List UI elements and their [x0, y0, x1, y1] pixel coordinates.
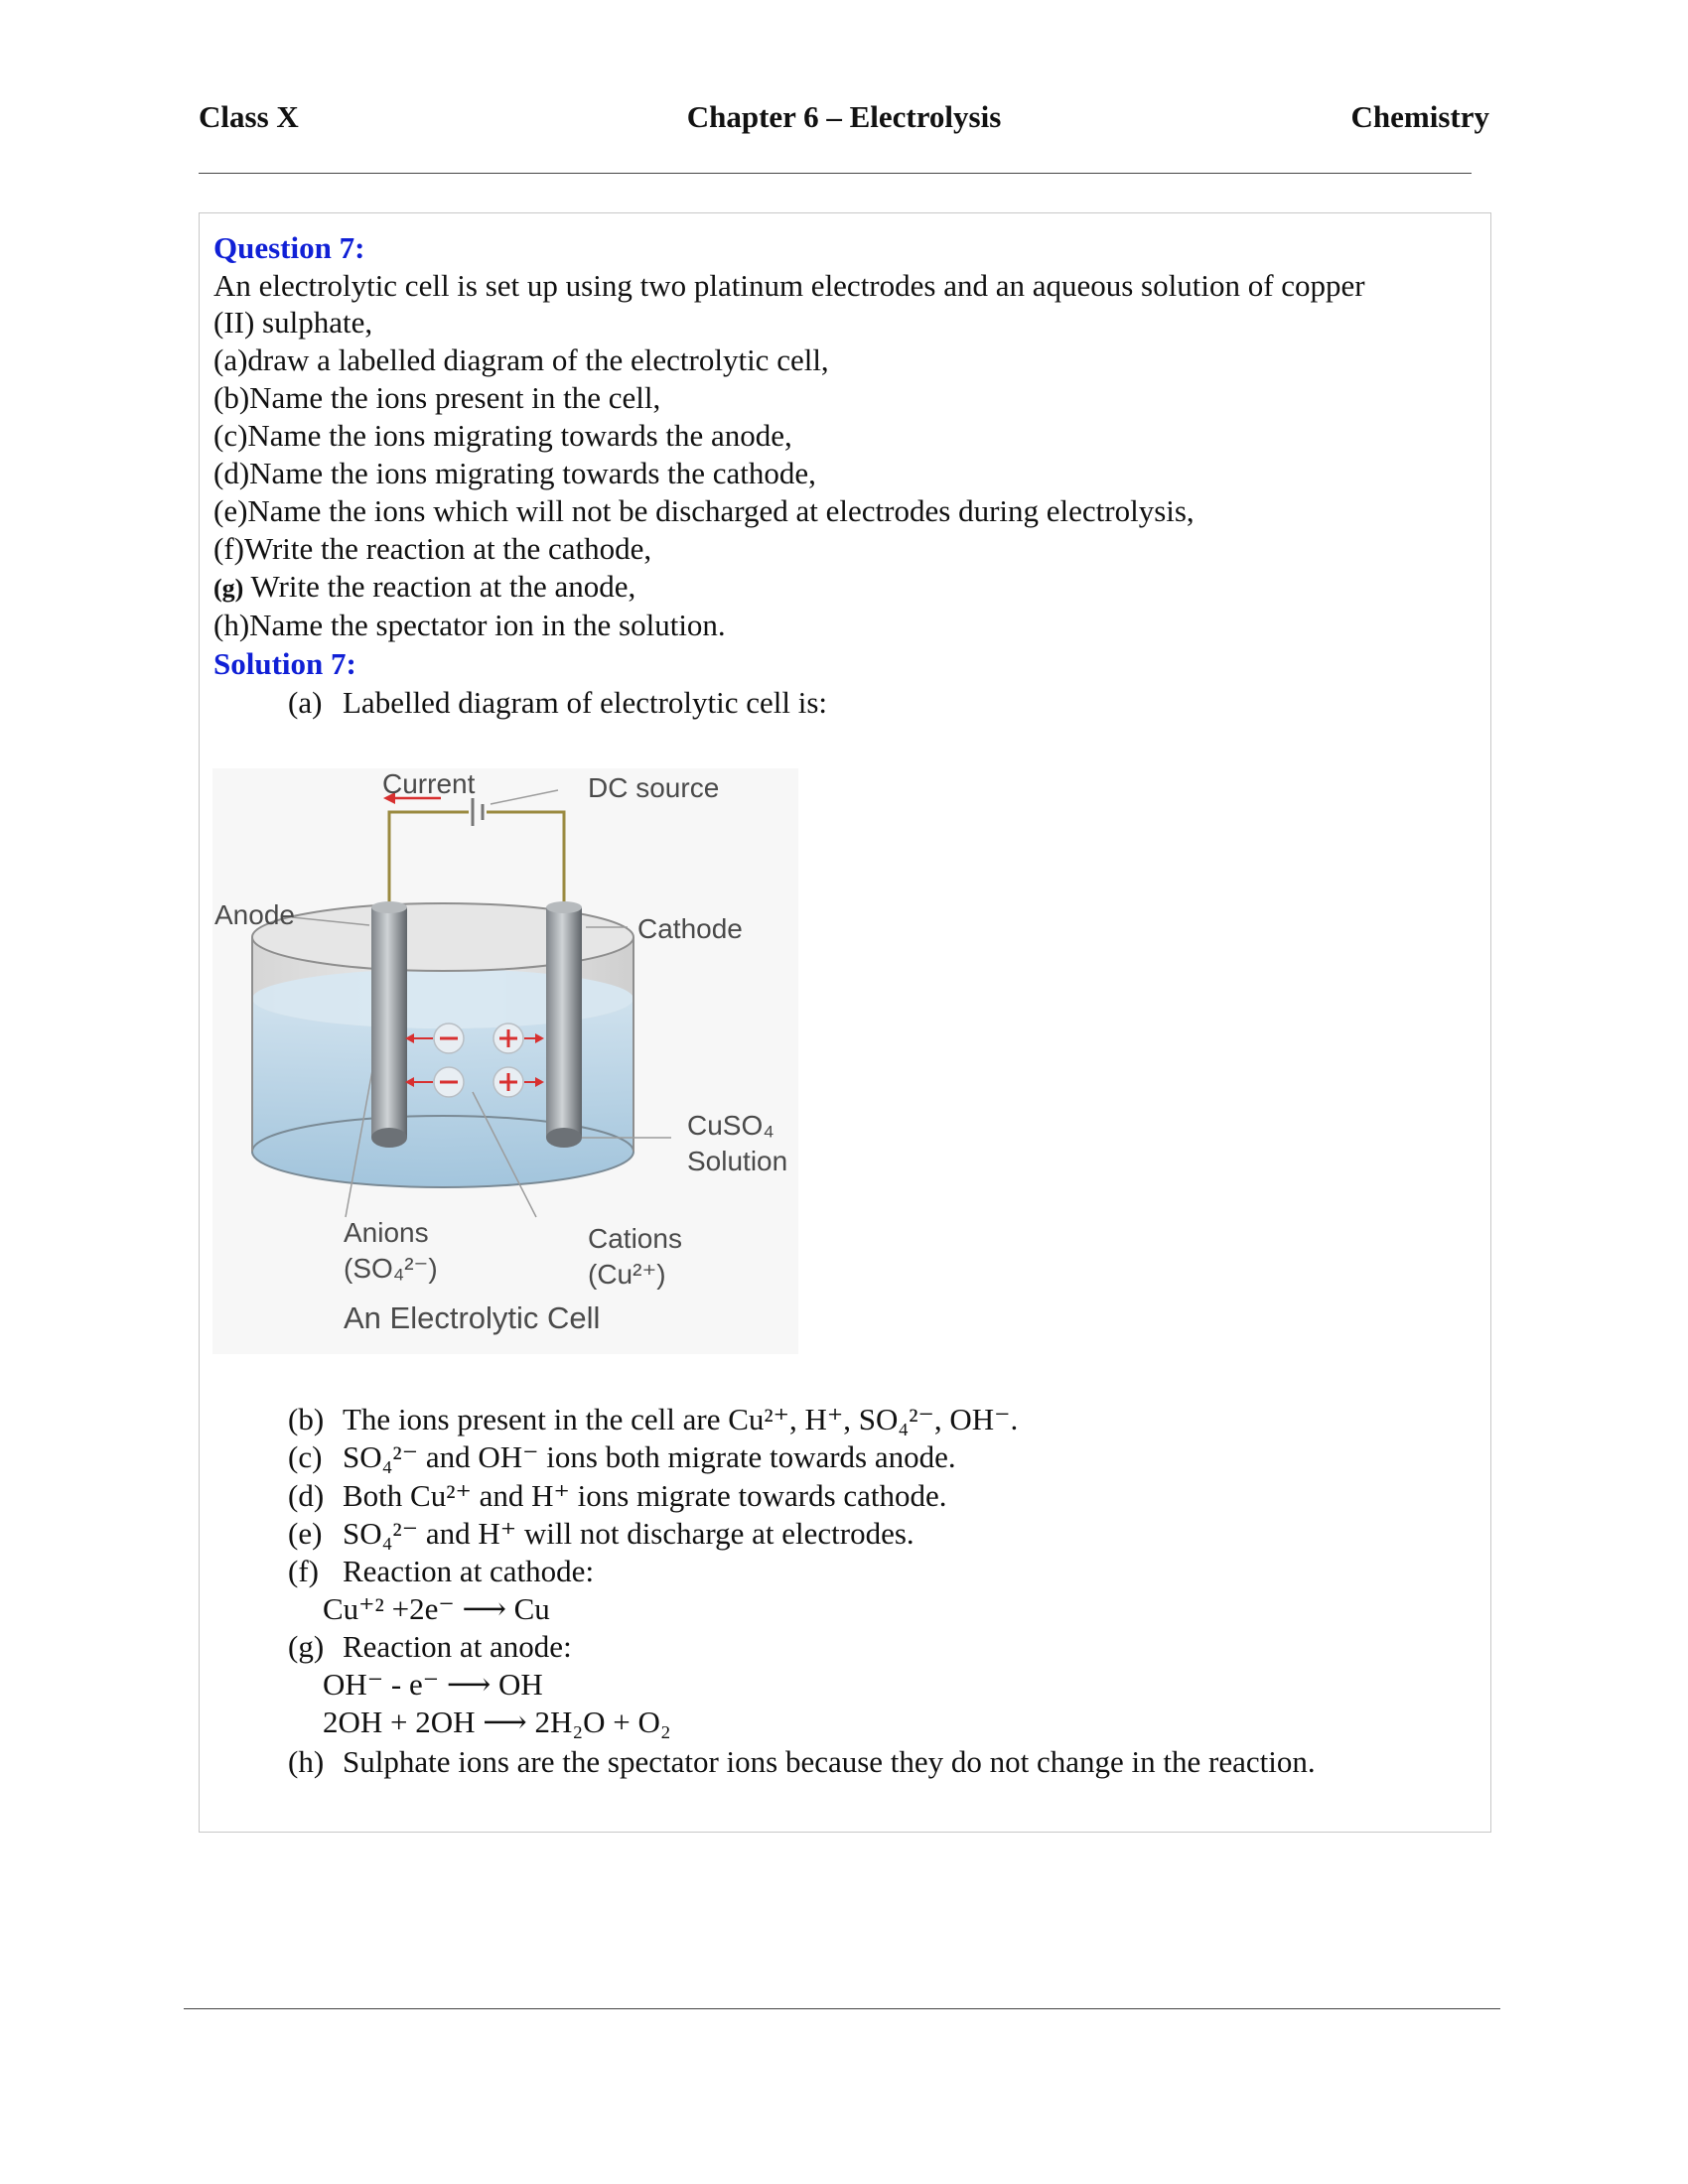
solution-b-text: The ions present in the cell are Cu²⁺, H⁺, SO₄²⁻, OH⁻.: [343, 1402, 1019, 1436]
solution-a-text: Labelled diagram of electrolytic cell is:: [343, 685, 828, 720]
cathode-equation: Cu⁺² +2e⁻ ⟶ Cu: [323, 1591, 550, 1626]
solution-e: [288, 1516, 914, 1552]
solution-b-label: (b): [288, 1402, 325, 1436]
solution-g-text: Reaction at anode:: [343, 1629, 572, 1664]
question-title: Question 7:: [213, 230, 365, 265]
solution-e-label: (e): [288, 1516, 323, 1551]
solution-a: [288, 685, 827, 721]
question-intro-line-1: An electrolytic cell is set up using two platinum electrodes and an aqueous solution of copper: [213, 268, 1365, 303]
cathode-electrode-tip: [546, 1128, 582, 1148]
solution-c-text: SO₄²⁻ and OH⁻ ions both migrate towards anode.: [343, 1439, 956, 1474]
label-cuso4-solution: Solution: [687, 1146, 788, 1176]
question-intro-line-2: (II) sulphate,: [213, 305, 373, 340]
solution-c-label: (c): [288, 1439, 323, 1474]
solution-c: [288, 1439, 956, 1475]
electrolytic-cell-drawing: [212, 768, 798, 1354]
question-part-e: (e)Name the ions which will not be discharged at electrodes during electrolysis,: [213, 493, 1195, 528]
header-subject: Chemistry: [1350, 99, 1489, 134]
label-cathode: Cathode: [637, 913, 743, 944]
question-part-c: (c)Name the ions migrating towards the anode,: [213, 418, 792, 453]
question-part-g: [213, 569, 635, 607]
label-cuso4: CuSO₄: [687, 1110, 774, 1141]
solution-d-text: Both Cu²⁺ and H⁺ ions migrate towards cathode.: [343, 1478, 947, 1513]
electrolytic-cell-diagram: [212, 768, 798, 1354]
dc-source-leader: [491, 790, 558, 804]
solution-d-label: (d): [288, 1478, 325, 1513]
question-part-d: (d)Name the ions migrating towards the cathode,: [213, 456, 816, 490]
question-part-g-text: Write the reaction at the anode,: [243, 569, 636, 604]
solution-a-label: (a): [288, 685, 323, 720]
solution-h: [288, 1744, 1316, 1780]
question-part-h: (h)Name the spectator ion in the solution.: [213, 608, 726, 642]
solution-d: [288, 1478, 947, 1514]
anode-equation-1: OH⁻ - e⁻ ⟶ OH: [323, 1667, 543, 1702]
solution-f-label: (f): [288, 1554, 319, 1588]
label-anions-formula: (SO₄²⁻): [344, 1253, 438, 1284]
question-part-f: (f)Write the reaction at the cathode,: [213, 531, 652, 566]
header-class: Class X: [199, 99, 299, 134]
label-anode: Anode: [214, 899, 295, 930]
anode-wire: [389, 812, 469, 905]
question-part-a: (a)draw a labelled diagram of the electrolytic cell,: [213, 342, 829, 377]
solution-g-label: (g): [288, 1629, 325, 1664]
cathode-electrode-top: [546, 901, 582, 913]
anode-electrode-tip: [371, 1128, 407, 1148]
solution-b: [288, 1402, 1018, 1437]
cathode-wire: [487, 812, 564, 905]
solution-f: [288, 1554, 594, 1589]
header-rule: [199, 173, 1472, 174]
solution-h-label: (h): [288, 1744, 325, 1779]
label-anions: Anions: [344, 1217, 429, 1248]
question-part-b: (b)Name the ions present in the cell,: [213, 380, 661, 415]
cathode-electrode: [546, 907, 582, 1138]
label-current: Current: [382, 768, 476, 799]
label-dc-source: DC source: [588, 772, 720, 803]
question-part-g-label: (g): [213, 574, 244, 603]
anode-equation-2: 2OH + 2OH ⟶ 2H₂O + O₂: [323, 1705, 671, 1739]
footer-rule: [184, 2008, 1500, 2009]
solution-e-text: SO₄²⁻ and H⁺ will not discharge at electrodes.: [343, 1516, 914, 1551]
solution-g: [288, 1629, 572, 1665]
solution-title: Solution 7:: [213, 646, 356, 681]
diagram-caption: An Electrolytic Cell: [344, 1300, 601, 1335]
solution-f-text: Reaction at cathode:: [343, 1554, 595, 1588]
anode-electrode: [371, 907, 407, 1138]
solution-h-text: Sulphate ions are the spectator ions because they do not change in the reaction.: [343, 1744, 1316, 1779]
label-cations-formula: (Cu²⁺): [588, 1259, 666, 1290]
label-cations: Cations: [588, 1223, 682, 1254]
anode-electrode-top: [371, 901, 407, 913]
header-chapter: Chapter 6 – Electrolysis: [686, 99, 1002, 134]
